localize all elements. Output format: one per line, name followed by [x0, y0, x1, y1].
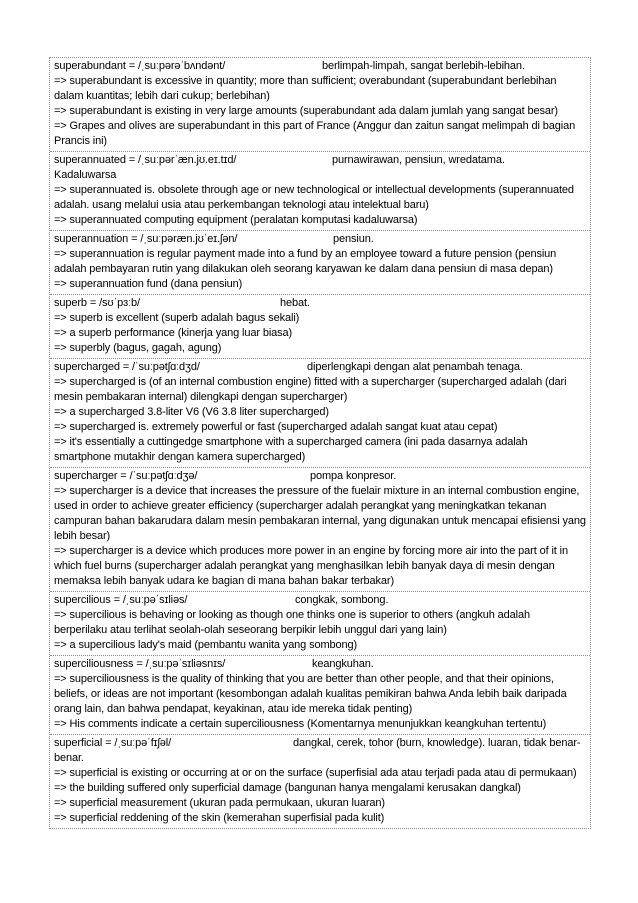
headword-phonetic — [54, 296, 280, 311]
entry-superannuated — [50, 152, 590, 231]
headword-phonetic — [54, 593, 295, 608]
equals-separator: = — [133, 658, 146, 670]
entry-word: supercharger — [54, 470, 118, 482]
entry-translation: pensiun. — [333, 233, 374, 245]
entry-word: supercilious — [54, 594, 111, 606]
entry-head — [54, 657, 586, 672]
entry-translation: diperlengkapi dengan alat penambah tenaga. — [307, 361, 523, 373]
definition-line: => supercilious is behaving or looking as though one thinks one is superior to others (angkuh adalah berperilaku atau terlihat seolah-olah seseorang berpikir lebih unggul dari yang lain) — [54, 609, 530, 636]
definition-line: => superficial is existing or occurring at or on the surface (superfisial ada atau terjadi pada atau di permukaan) — [54, 767, 577, 779]
example-line: => a supercilious lady's maid (pembantu wanita yang sombong) — [54, 639, 358, 651]
entry-superficial — [50, 735, 590, 828]
definition-line: => supercharger is a device which produces more power in an engine by forcing more air into the part of it in which fuel burns (supercharger adalah perangkat yang menghasilkan lebih banyak daya di mesin dengan memaksa lebih banyak udara ke bagian di mana bahan bakar terbakar) — [54, 545, 568, 587]
example-line: => superannuation fund (dana pensiun) — [54, 278, 243, 290]
entry-superb — [50, 295, 590, 359]
example-line: => a supercharged 3.8-liter V6 (V6 3.8 liter supercharged) — [54, 406, 329, 418]
equals-separator: = — [125, 60, 139, 72]
entry-translation: pompa konpresor. — [310, 470, 397, 482]
entry-phonetic: /ˌsuːpərəˈbʌndənt/ — [138, 60, 226, 72]
equals-separator: = — [125, 154, 139, 166]
entry-translation: congkak, sombong. — [295, 594, 389, 606]
entry-phonetic: /ˌsuːpəˈsɪliəsnɪs/ — [145, 658, 226, 670]
example-line: => a superb performance (kinerja yang luar biasa) — [54, 327, 293, 339]
entry-head — [54, 296, 586, 311]
entry-word: superb — [54, 297, 87, 309]
definition-line: => supercharged is. extremely powerful or fast (supercharged adalah sangat kuat atau cepat) — [54, 421, 498, 433]
entry-supercharger — [50, 468, 590, 592]
example-line: => superbly (bagus, gagah, agung) — [54, 342, 222, 354]
example-line: => superficial reddening of the skin (kemerahan superfisial pada kulit) — [54, 812, 385, 824]
entry-word: superabundant — [54, 60, 126, 72]
definition-line: => supercharger is a device that increases the pressure of the fuelair mixture in an internal combustion engine, used in order to achieve greater efficiency (supercharger adalah perangkat yang meningkatkan tekanan campuran bahan bakarudara dalam mesin pembakaran internal, yang digunakan untuk mencapai efisiensi yang lebih besar) — [54, 485, 586, 542]
entry-head — [54, 360, 586, 375]
equals-separator: = — [117, 470, 130, 482]
entry-phonetic: /ˌsuːpərˈæn.jʊ.eɪ.tɪd/ — [138, 154, 237, 166]
entry-phonetic: /ˌsuːpəˈfɪʃəl/ — [114, 737, 172, 749]
entry-translation: keangkuhan. — [312, 658, 374, 670]
example-line: => the building suffered only superficial damage (bangunan hanya mengalami kerusakan dangkal) — [54, 782, 521, 794]
entry-phonetic: /ˌsuːpəˈsɪliəs/ — [122, 594, 188, 606]
entry-word: superannuated — [54, 154, 126, 166]
entry-translation: purnawirawan, pensiun, wredatama. — [332, 154, 505, 166]
entry-head — [54, 593, 586, 608]
definition-line: => supercharged is (of an internal combustion engine) fitted with a supercharger (supercharged adalah (dari mesin pembakaran internal) dilengkapi dengan supercharger) — [54, 376, 567, 403]
entry-word: superficial — [54, 737, 103, 749]
entry-translation: hebat. — [280, 297, 310, 309]
definition-line: => superabundant is existing in very large amounts (superabundant ada dalam jumlah yang sangat besar) — [54, 105, 558, 117]
entry-word: superannuation — [54, 233, 129, 245]
entry-superannuation — [50, 231, 590, 295]
entry-supercilious — [50, 592, 590, 656]
entry-head — [54, 469, 586, 484]
example-line: => it's essentially a cuttingedge smartphone with a supercharged camera (ini pada dasarnya adalah smartphone mutakhir dengan kamera supercharged) — [54, 436, 528, 463]
entry-phonetic: /ˈsuːpətʃɑːdʒd/ — [132, 361, 200, 373]
entry-phonetic: /ˈsuːpətʃɑːdʒə/ — [129, 470, 198, 482]
equals-separator: = — [102, 737, 115, 749]
headword-phonetic — [54, 736, 293, 751]
headword-phonetic — [54, 657, 312, 672]
entry-supercharged — [50, 359, 590, 468]
entry-phonetic: /sʊˈpɜːb/ — [99, 297, 140, 309]
entry-translation: berlimpah-limpah, sangat berlebih-lebihan. — [322, 60, 525, 72]
entry-head — [54, 232, 586, 247]
equals-separator: = — [128, 233, 141, 245]
equals-separator: = — [110, 594, 123, 606]
definition-line: => superciliousness is the quality of thinking that you are better than other people, and that their opinions, beliefs, or ideas are not important (kesombongan adalah kualitas pemikiran bahwa Anda lebih baik daripada orang lain, dan bahwa pendapat, keyakinan, atau ide mereka tidak penting) — [54, 673, 567, 715]
definition-line: => superannuation is regular payment made into a fund by an employee toward a future pension (pensiun adalah pembayaran rutin yang dilakukan oleh seorang karyawan ke dalam dana pensiun di masa depan) — [54, 248, 557, 275]
definition-line: => superb is excellent (superb adalah bagus sekali) — [54, 312, 300, 324]
example-line: => superannuated computing equipment (peralatan komputasi kadaluwarsa) — [54, 214, 418, 226]
equals-separator: = — [119, 361, 133, 373]
equals-separator: = — [86, 297, 100, 309]
headword-phonetic — [54, 232, 333, 247]
translation-continued: Kadaluwarsa — [54, 169, 117, 181]
entry-superciliousness — [50, 656, 590, 735]
entry-head — [54, 59, 586, 74]
entry-head — [54, 153, 586, 168]
example-line: => His comments indicate a certain superciliousness (Komentarnya menunjukkan keangkuhan tertentu) — [54, 718, 547, 730]
headword-phonetic — [54, 360, 307, 375]
example-line: => superficial measurement (ukuran pada permukaan, ukuran luaran) — [54, 797, 385, 809]
entry-superabundant — [50, 58, 590, 152]
example-line: => Grapes and olives are superabundant in this part of France (Anggur dan zaitun sangat melimpah di bagian Prancis ini) — [54, 120, 576, 147]
entry-word: superciliousness — [54, 658, 134, 670]
headword-phonetic — [54, 153, 332, 168]
vocabulary-table — [49, 57, 591, 829]
headword-phonetic — [54, 59, 322, 74]
entry-translation: dangkal, cerek, tohor (burn, knowledge). luaran, tidak benar-benar. — [54, 737, 581, 764]
entry-word: supercharged — [54, 361, 120, 373]
definition-line: => superannuated is. obsolete through age or new technological or intellectual developments (superannuated adalah. usang melalui usia atau perkembangan teknologi atau intelektual baru) — [54, 184, 574, 211]
headword-phonetic — [54, 469, 310, 484]
definition-line: => superabundant is excessive in quantity; more than sufficient; overabundant (superabundant berlebihan dalam kuantitas; lebih dari cukup; berlebihan) — [54, 75, 557, 102]
entry-phonetic: /ˌsuːpəræn.jʊˈeɪ.ʃən/ — [140, 233, 238, 245]
entry-head — [54, 736, 586, 766]
